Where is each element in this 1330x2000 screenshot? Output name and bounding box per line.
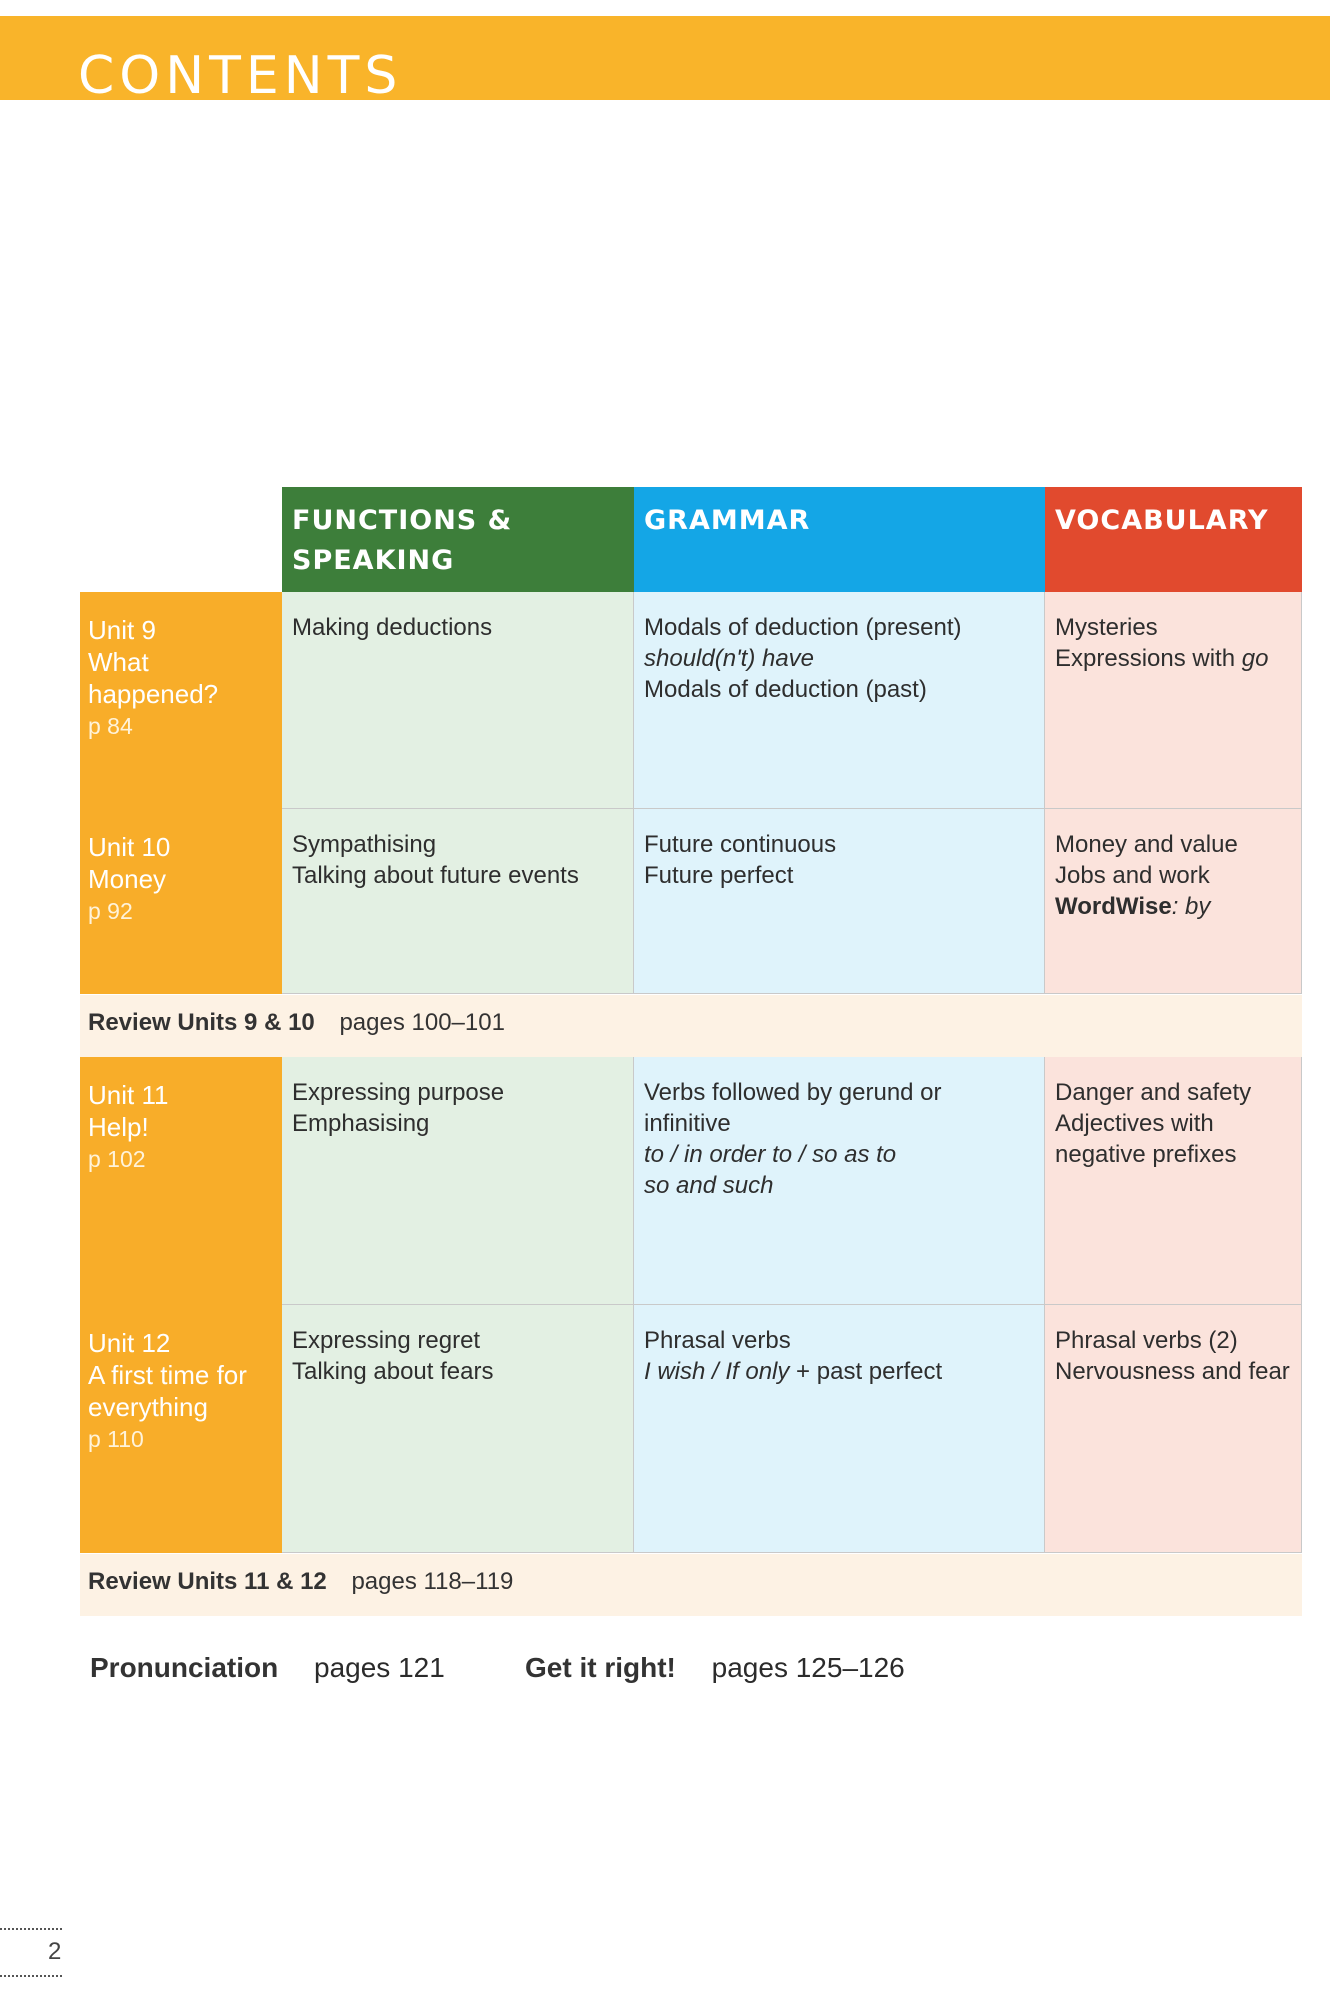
grammar-item: Future perfect: [644, 862, 794, 889]
vocabulary-item: Money and value: [1055, 831, 1238, 858]
vocabulary-item: [1055, 891, 1291, 922]
get-it-right-link[interactable]: [525, 1652, 905, 1684]
unit-12-functions: [282, 1305, 634, 1553]
vocabulary-text: Expressions with: [1055, 645, 1242, 672]
review-pages: pages 118–119: [351, 1568, 514, 1595]
vocabulary-item: [1055, 643, 1291, 674]
grammar-item: should(n't) have: [644, 645, 815, 672]
unit-number: Unit 11: [88, 1080, 169, 1110]
unit-page: p 92: [88, 898, 133, 924]
unit-9-label[interactable]: [80, 592, 282, 809]
unit-9-functions: [282, 592, 634, 809]
functions-item: Sympathising: [292, 831, 437, 858]
unit-page: p 84: [88, 713, 133, 739]
unit-number: Unit 9: [88, 615, 156, 645]
vocabulary-item: Adjectives with: [1055, 1110, 1214, 1137]
grammar-item: [644, 1356, 1034, 1387]
unit-number: Unit 12: [88, 1328, 171, 1358]
column-header-vocabulary: VOCABULARY: [1045, 487, 1302, 592]
functions-item: Talking about future events: [292, 862, 579, 889]
page-number-divider: [0, 1975, 62, 1977]
grammar-item: to / in order to / so as to: [644, 1141, 897, 1168]
functions-item: Emphasising: [292, 1110, 430, 1137]
vocabulary-item: Mysteries: [1055, 614, 1158, 641]
unit-number: Unit 10: [88, 832, 171, 862]
get-it-right-title: Get it right!: [525, 1652, 676, 1683]
unit-11-grammar: [634, 1057, 1045, 1305]
functions-item: Expressing regret: [292, 1327, 481, 1354]
column-header-grammar: GRAMMAR: [634, 487, 1045, 592]
unit-title-line: happened?: [88, 679, 219, 709]
functions-item: Expressing purpose: [292, 1079, 505, 1106]
page-number: 2: [48, 1938, 62, 1965]
grammar-text: + past perfect: [789, 1358, 943, 1385]
functions-item: Talking about fears: [292, 1358, 494, 1385]
review-title: Review Units 11 & 12: [88, 1568, 327, 1595]
unit-title-line: everything: [88, 1392, 208, 1422]
unit-12-vocabulary: [1045, 1305, 1302, 1553]
grammar-item: Phrasal verbs: [644, 1327, 791, 1354]
unit-11-functions: [282, 1057, 634, 1305]
grammar-item: Modals of deduction (past): [644, 676, 927, 703]
review-row[interactable]: [80, 1554, 1302, 1616]
column-header-functions: FUNCTIONS & SPEAKING: [282, 487, 634, 592]
unit-10-functions: [282, 809, 634, 994]
unit-11-label[interactable]: [80, 1057, 282, 1305]
unit-12-label[interactable]: [80, 1305, 282, 1553]
vocabulary-italic: go: [1241, 645, 1269, 672]
review-pages: pages 100–101: [339, 1009, 505, 1036]
unit-10-label[interactable]: [80, 809, 282, 994]
page-number-divider: [0, 1928, 62, 1930]
unit-10-vocabulary: [1045, 809, 1302, 994]
vocabulary-item: Danger and safety: [1055, 1079, 1252, 1106]
grammar-item: so and such: [644, 1172, 774, 1199]
unit-9-grammar: [634, 592, 1045, 809]
wordwise-word: : by: [1171, 893, 1211, 920]
vocabulary-item: Phrasal verbs (2): [1055, 1327, 1238, 1354]
grammar-item: infinitive: [644, 1110, 731, 1137]
unit-page: p 102: [88, 1146, 146, 1172]
vocabulary-item: negative prefixes: [1055, 1141, 1237, 1168]
pronunciation-link[interactable]: [90, 1652, 445, 1684]
grammar-item: Future continuous: [644, 831, 837, 858]
grammar-item: Verbs followed by gerund or: [644, 1079, 942, 1106]
get-it-right-pages: pages 125–126: [711, 1652, 905, 1683]
pronunciation-title: Pronunciation: [90, 1652, 279, 1683]
review-title: Review Units 9 & 10: [88, 1009, 315, 1036]
unit-page: p 110: [88, 1426, 144, 1452]
unit-12-grammar: [634, 1305, 1045, 1553]
grammar-italic: I wish / If only: [644, 1358, 790, 1385]
unit-title-line: A first time for: [88, 1360, 247, 1390]
unit-9-vocabulary: [1045, 592, 1302, 809]
unit-title-line: Money: [88, 864, 167, 894]
functions-item: Making deductions: [292, 614, 493, 641]
pronunciation-pages: pages 121: [314, 1652, 445, 1683]
unit-title-line: What: [88, 647, 149, 677]
wordwise-label: WordWise: [1055, 893, 1172, 920]
unit-10-grammar: [634, 809, 1045, 994]
review-row[interactable]: [80, 995, 1302, 1057]
vocabulary-item: Jobs and work: [1055, 862, 1210, 889]
unit-11-vocabulary: [1045, 1057, 1302, 1305]
contents-banner: [0, 16, 1330, 106]
page-title: CONTENTS: [78, 46, 403, 106]
grammar-item: Modals of deduction (present): [644, 614, 962, 641]
vocabulary-item: Nervousness and fear: [1055, 1358, 1290, 1385]
unit-title-line: Help!: [88, 1112, 149, 1142]
